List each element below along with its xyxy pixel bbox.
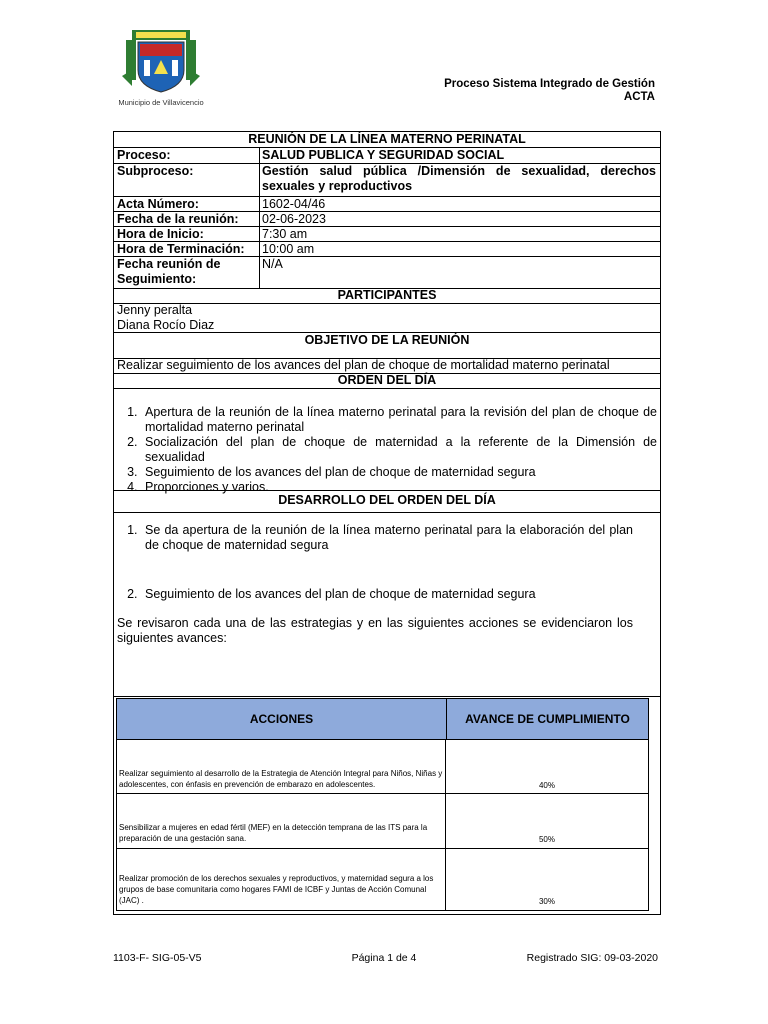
- table-cell-progress: 30%: [446, 849, 649, 911]
- field-row-proceso: [114, 148, 660, 164]
- field-value: Gestión salud pública /Dimensión de sexualidad, derechos sexuales y reproductivos: [262, 164, 656, 193]
- development-divider: [114, 696, 660, 697]
- participants-heading-row: [114, 289, 660, 304]
- table-header-acciones: ACCIONES: [116, 698, 447, 740]
- list-item: 2. Socialización del plan de choque de maternidad a la referente de la Dimensión de sexualidad: [141, 435, 657, 465]
- agenda-heading-row: [114, 374, 660, 389]
- participant-name: Jenny peralta: [117, 303, 193, 317]
- development-text: Se revisaron cada una de las estrategias y en las siguientes acciones se evidenciaron los siguientes avances:: [117, 616, 633, 645]
- field-value: 7:30 am: [262, 227, 308, 241]
- objective-heading-row: [114, 333, 660, 359]
- list-item: 1. Apertura de la reunión de la línea materno perinatal para la revisión del plan de choque de mortalidad materno perinatal: [141, 405, 657, 435]
- list-item: 1. Se da apertura de la reunión de la línea materno perinatal para la elaboración del plan de choque de maternidad segura: [141, 523, 633, 553]
- meeting-minutes-form: [113, 131, 661, 915]
- form-title: REUNIÓN DE LA LÍNEA MATERNO PERINATAL: [248, 132, 526, 146]
- field-label: Fecha reunión de Seguimiento:: [117, 257, 221, 286]
- table-header-avance: AVANCE DE CUMPLIMIENTO: [446, 698, 649, 740]
- document-header: [444, 78, 655, 104]
- table-cell-progress: 50%: [446, 794, 649, 849]
- field-row-acta: [114, 197, 660, 212]
- field-label: Proceso:: [117, 148, 171, 162]
- table-cell-progress: 40%: [446, 740, 649, 794]
- list-item: 2. Seguimiento de los avances del plan de choque de maternidad segura: [141, 587, 633, 602]
- footer-page-number: Página 1 de 4: [351, 952, 417, 964]
- objective-row: [114, 359, 660, 374]
- field-label: Acta Número:: [117, 197, 199, 211]
- list-item: 3. Seguimiento de los avances del plan de choque de maternidad segura: [141, 465, 657, 480]
- form-title-row: [114, 132, 660, 148]
- process-title: Proceso Sistema Integrado de Gestión: [444, 78, 655, 90]
- field-value: N/A: [262, 257, 283, 271]
- agenda-list: [117, 405, 657, 495]
- participants-row: [114, 304, 660, 333]
- field-value: 10:00 am: [262, 242, 315, 256]
- table-cell-action: Sensibilizar a mujeres en edad fértil (MEF) en la detección temprana de las ITS para la preparación de una gestación sana.: [116, 794, 446, 849]
- field-row-fecha: [114, 212, 660, 227]
- development-heading: DESARROLLO DEL ORDEN DEL DÍA: [278, 493, 496, 507]
- development-list-2: [117, 587, 633, 602]
- agenda-row: [114, 389, 660, 494]
- field-value: SALUD PUBLICA Y SEGURIDAD SOCIAL: [262, 148, 505, 162]
- objective-heading: OBJETIVO DE LA REUNIÓN: [304, 333, 470, 347]
- field-label: Subproceso:: [117, 164, 194, 178]
- development-body: [117, 523, 633, 646]
- development-heading-row: [114, 491, 660, 513]
- footer-doc-code: 1103-F- SIG-05-V5: [113, 952, 202, 964]
- field-label: Fecha de la reunión:: [117, 212, 239, 226]
- field-row-seguimiento: [114, 257, 660, 289]
- list-item: 4. Proporciones y varios.: [141, 480, 657, 495]
- field-label: Hora de Inicio:: [117, 227, 204, 241]
- footer-registered: Registrado SIG: 09-03-2020: [526, 952, 658, 964]
- document-type: ACTA: [623, 91, 655, 103]
- table-cell-action: Realizar promoción de los derechos sexuales y reproductivos, y maternidad segura a los grupos de base comunitaria como hogares FAMI de ICBF y Juntas de Acción Comunal (JAC) .: [116, 849, 446, 911]
- field-row-inicio: [114, 227, 660, 242]
- participants-heading: PARTICIPANTES: [337, 288, 437, 302]
- objective-text: Realizar seguimiento de los avances del plan de choque de mortalidad materno perinatal: [117, 358, 610, 372]
- table-cell-action: Realizar seguimiento al desarrollo de la Estrategia de Atención Integral para Niños, Niñas y adolescentes, con énfasis en prevención de embarazo en adolescentes.: [116, 740, 446, 794]
- field-row-terminacion: [114, 242, 660, 257]
- participant-name: Diana Rocío Diaz: [117, 318, 215, 332]
- logo-caption: Municipio de Villavicencio: [118, 98, 204, 107]
- field-value: 02-06-2023: [262, 212, 326, 226]
- agenda-heading: ORDEN DEL DÍA: [337, 373, 437, 387]
- field-row-subproceso: [114, 164, 660, 197]
- coat-of-arms-icon: [122, 26, 200, 96]
- development-list-1: [117, 523, 633, 553]
- field-label: Hora de Terminación:: [117, 242, 245, 256]
- participants-list: [117, 303, 214, 333]
- municipality-logo: [112, 26, 210, 112]
- field-value: 1602-04/46: [262, 197, 326, 211]
